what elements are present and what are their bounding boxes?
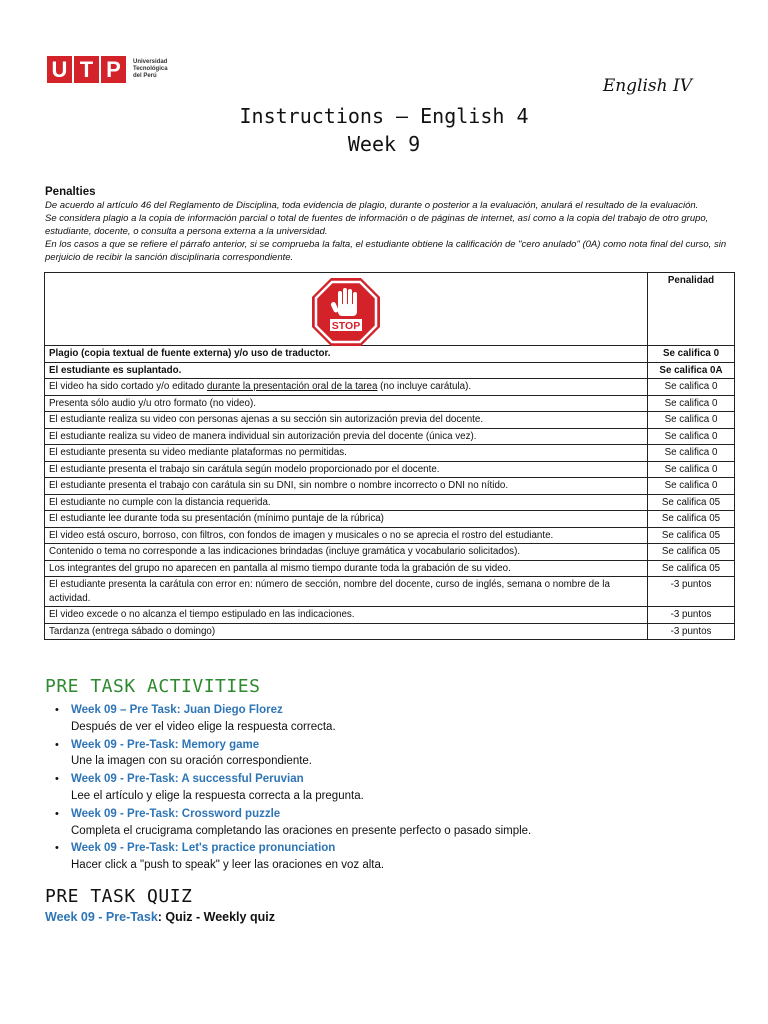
penalties-heading: Penalties xyxy=(45,186,96,198)
quiz-line xyxy=(45,910,275,924)
list-item xyxy=(52,737,712,771)
penalty-value: Se califica 0 xyxy=(648,412,735,429)
table-row xyxy=(45,445,735,462)
activity-description: Completa el crucigrama completando las oraciones en presente perfecto o pasado simple. xyxy=(71,824,532,837)
logo-letter-u: U xyxy=(47,56,72,83)
stop-sign-cell xyxy=(45,273,648,346)
list-item xyxy=(52,771,712,805)
activity-link[interactable]: Week 09 - Pre-Task: Crossword puzzle xyxy=(71,807,281,820)
table-row: El estudiante es suplantado. Se califica 0A xyxy=(45,362,735,379)
table-row xyxy=(45,395,735,412)
logo-letter-t: T xyxy=(74,56,99,83)
activity-link[interactable]: Week 09 - Pre-Task: Let's practice pronunciation xyxy=(71,842,336,855)
table-row: Plagio (copia textual de fuente externa) y/o uso de traductor. Se califica 0 xyxy=(45,346,735,363)
table-row xyxy=(45,412,735,429)
table-row xyxy=(45,527,735,544)
penalty-description: El estudiante lee durante toda su presentación (mínimo puntaje de la rúbrica) xyxy=(45,511,648,528)
penalties-section xyxy=(45,185,735,264)
list-item xyxy=(52,840,712,874)
logo-letter-p: P xyxy=(101,56,126,83)
activity-description: Lee el artículo y elige la respuesta correcta a la pregunta. xyxy=(71,789,364,802)
table-row xyxy=(45,511,735,528)
bullet-icon: • xyxy=(55,738,59,751)
penalties-paragraph-2: Se considera plagio a la copia de información parcial o total de fuentes de información o de páginas de internet, así como a la copia del trabajo de otro grupo, estudiante, docente, o consulta a persona externa a la universidad. xyxy=(45,213,709,237)
penalty-description: Contenido o tema no corresponde a las indicaciones brindadas (incluye gramática y vocabulario solicitados). xyxy=(45,544,648,561)
penalty-description: Los integrantes del grupo no aparecen en pantalla al mismo tiempo durante toda la grabación de su video. xyxy=(45,560,648,577)
penalty-value: -3 puntos xyxy=(648,607,735,624)
title-line-2: Week 9 xyxy=(347,132,421,156)
table-header-row xyxy=(45,273,735,346)
penalty-description: El estudiante realiza su video de manera individual sin autorización previa del docente (única vez). xyxy=(45,428,648,445)
table-row xyxy=(45,461,735,478)
list-item xyxy=(52,806,712,840)
list-item xyxy=(52,702,712,736)
activity-description: Después de ver el video elige la respuesta correcta. xyxy=(71,720,336,733)
table-row: El video ha sido cortado y/o editado durante la presentación oral de la tarea (no incluye carátula). Se califica 0 xyxy=(45,379,735,396)
penalty-value: Se califica 05 xyxy=(648,494,735,511)
table-row xyxy=(45,478,735,495)
activity-description: Une la imagen con su oración correspondiente. xyxy=(71,755,313,768)
penalty-description: El estudiante presenta el trabajo sin carátula según modelo proporcionado por el docente. xyxy=(45,461,648,478)
penalty-description: El estudiante realiza su video con personas ajenas a su sección sin autorización previa del docente. xyxy=(45,412,648,429)
title-line-1: Instructions – English 4 xyxy=(239,104,529,128)
pre-task-quiz-heading: PRE TASK QUIZ xyxy=(45,886,193,907)
penalty-value: Se califica 0 xyxy=(648,395,735,412)
pre-task-activities-heading: PRE TASK ACTIVITIES xyxy=(45,676,261,697)
table-row xyxy=(45,623,735,640)
penalties-paragraph-3: En los casos a que se refiere el párrafo anterior, si se comprueba la falta, el estudiante obtiene la calificación de "cero anulado" (0A) como nota final del curso, sin perjuicio de recibir la sanción disciplinaria correspondiente. xyxy=(45,239,727,263)
penalty-description: Tardanza (entrega sábado o domingo) xyxy=(45,623,648,640)
table-row xyxy=(45,428,735,445)
penalty-table xyxy=(44,272,735,640)
penalty-value: -3 puntos xyxy=(648,577,735,607)
utp-logo xyxy=(47,56,168,83)
page-title xyxy=(0,102,768,158)
activity-link[interactable]: Week 09 – Pre Task: Juan Diego Florez xyxy=(71,704,283,716)
penalty-value: Se califica 05 xyxy=(648,544,735,561)
table-row xyxy=(45,544,735,561)
penalty-description: El estudiante presenta la carátula con error en: número de sección, nombre del docente, curso de inglés, semana o nombre de la actividad. xyxy=(45,577,648,607)
penalty-description: El estudiante presenta su video mediante plataformas no permitidas. xyxy=(45,445,648,462)
bullet-icon: • xyxy=(55,807,59,820)
penalty-description: El estudiante no cumple con la distancia requerida. xyxy=(45,494,648,511)
svg-text:STOP: STOP xyxy=(331,320,361,332)
penalty-value: Se califica 0 xyxy=(648,445,735,462)
penalty-description: El estudiante presenta el trabajo con carátula sin su DNI, sin nombre o nombre incorrecto o DNI no nítido. xyxy=(45,478,648,495)
activity-link[interactable]: Week 09 - Pre-Task: A successful Peruvian xyxy=(71,773,304,786)
penalty-value: Se califica 05 xyxy=(648,527,735,544)
penalty-value: Se califica 05 xyxy=(648,511,735,528)
table-row xyxy=(45,577,735,607)
penalty-description: El video está oscuro, borroso, con filtros, con fondos de imagen y musicales o no se aprecia el rostro del estudiante. xyxy=(45,527,648,544)
pre-task-activities-list xyxy=(52,702,712,875)
penalty-description: Presenta sólo audio y/u otro formato (no video). xyxy=(45,395,648,412)
activity-description: Hacer click a "push to speak" y leer las oraciones en voz alta. xyxy=(71,859,385,872)
penalty-value: Se califica 0 xyxy=(648,478,735,495)
penalty-value: Se califica 0 xyxy=(648,461,735,478)
bullet-icon: • xyxy=(55,842,59,855)
bullet-icon: • xyxy=(55,704,59,716)
penalty-column-header: Penalidad xyxy=(648,273,735,346)
activity-link[interactable]: Week 09 - Pre-Task: Memory game xyxy=(71,738,260,751)
penalty-value: Se califica 05 xyxy=(648,560,735,577)
stop-sign-icon xyxy=(311,277,381,347)
course-tag: English IV xyxy=(602,76,692,96)
bullet-icon: • xyxy=(55,773,59,786)
quiz-title: : Quiz - Weekly quiz xyxy=(157,910,275,924)
penalty-description: El video excede o no alcanza el tiempo estipulado en las indicaciones. xyxy=(45,607,648,624)
table-row xyxy=(45,560,735,577)
quiz-link[interactable]: Week 09 - Pre-Task xyxy=(45,910,158,924)
logo-text: Universidad Tecnológica del Perú xyxy=(133,59,168,79)
table-row xyxy=(45,494,735,511)
penalty-value: -3 puntos xyxy=(648,623,735,640)
penalty-value: Se califica 0 xyxy=(648,428,735,445)
table-row xyxy=(45,607,735,624)
penalties-paragraph-1: De acuerdo al artículo 46 del Reglamento de Disciplina, toda evidencia de plagio, durante o posterior a la evaluación, anulará el resultado de la evaluación. xyxy=(45,200,699,211)
